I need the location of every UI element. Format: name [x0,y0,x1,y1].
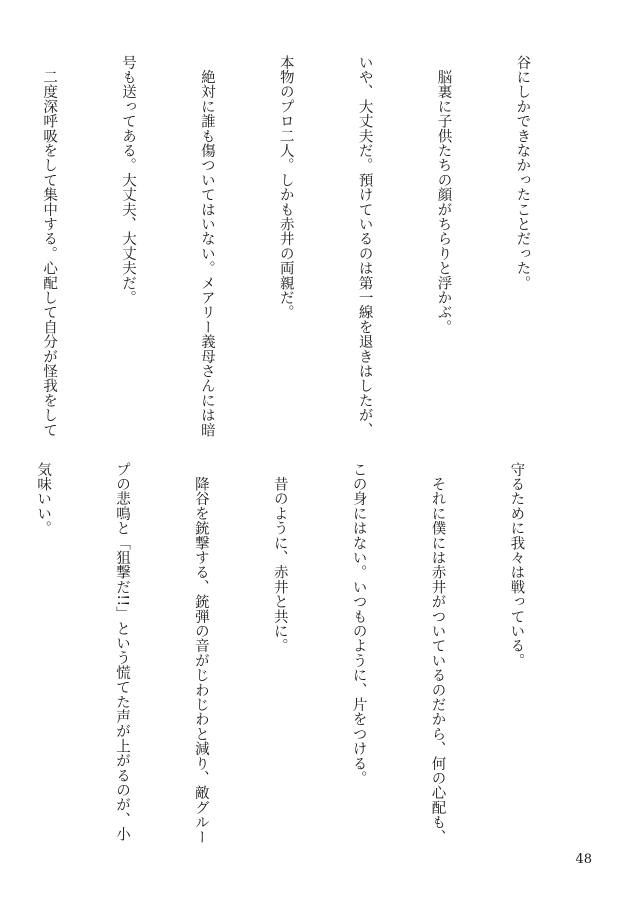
text-line: 谷にしかできなかったことだった。 [514,55,531,291]
text-line: 守るために我々は戦っている。 [508,462,525,668]
text-line: 降谷を銃撃する、銃弾の音がじわじわと減り、敵グルー [192,462,209,845]
text-line: 昔のように、赤井と共に。 [271,462,288,654]
text-line: 号も送ってある。大丈夫、大丈夫だ。 [119,55,136,305]
text-line: いや、大丈夫だ。預けているのは第一線を退きはしたが、 [356,55,373,438]
text-line: 気味いい。 [35,462,52,536]
text-line: プの悲鳴と「狙撃だ!!」という慌てた声が上がるのが、小 [113,462,130,842]
text-line: 絶対に誰も傷ついてはいない。メアリー義母さんには暗 [198,55,215,438]
page-number: 48 [575,852,592,867]
text-line: 二度深呼吸をして集中する。心配して自分が怪我をして [41,55,58,438]
lower-text-block [35,462,582,857]
upper-text-block [41,55,588,438]
text-line: この身にはない。いつものように、片をつける。 [350,462,367,786]
text-line: それに僕には赤井がついているのだから、何の心配も、 [429,462,446,845]
text-line: 本物のプロ二人。しかも赤井の両親だ。 [277,55,294,320]
text-line: 脳裏に子供たちの顔がちらりと浮かぶ。 [435,55,452,335]
